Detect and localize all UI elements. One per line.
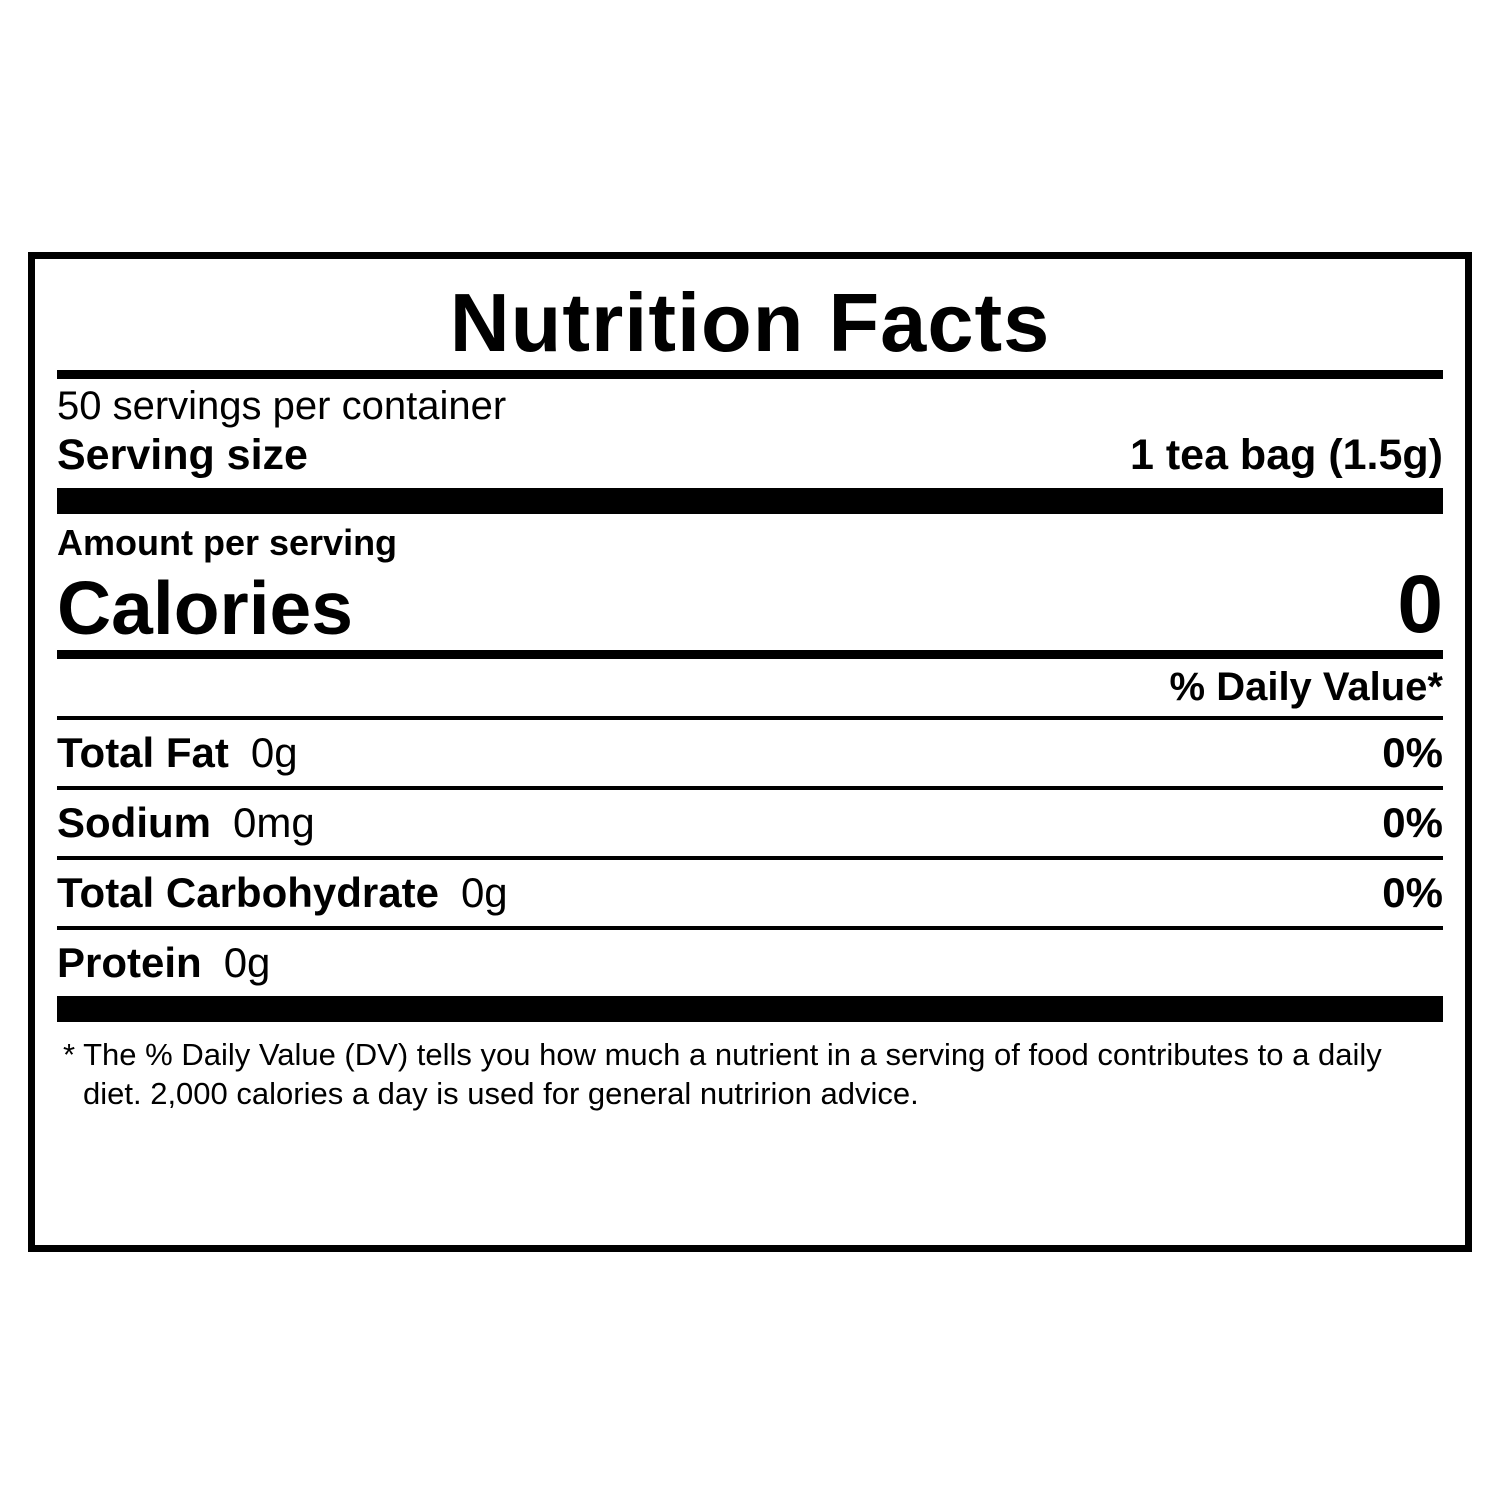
nutrition-facts-panel [28,252,1472,1252]
nutrient-left-total-carbohydrate [57,869,508,917]
calories-value: 0 [1397,558,1443,650]
divider-under-calories [57,650,1443,659]
nutrient-amount: 0g [460,868,508,916]
daily-value-footnote: * The % Daily Value (DV) tells you how much a nutrient in a serving of food contributes to a daily diet. 2,000 calories a day is used for general nutririon advice. [63,1036,1382,1111]
nutrition-facts-label [28,252,1472,1252]
divider-thick-top [57,488,1443,514]
nutrient-amount: 0mg [233,798,315,846]
calories-label: Calories [57,565,353,650]
nutrient-amount: 0g [223,938,271,986]
nutrient-left-protein [57,939,270,987]
nutrient-name: Total Carbohydrate [57,868,439,916]
nutrient-name: Sodium [57,798,211,846]
nutrient-left-total-fat [57,729,298,777]
amount-per-serving-label: Amount per serving [57,521,398,563]
serving-size-value: 1 tea bag (1.5g) [1129,430,1443,479]
nutrient-daily-value: 0% [1382,728,1443,776]
calories-row [57,558,1443,650]
nutrient-row-sodium [57,790,1443,856]
daily-value-header: % Daily Value* [1169,664,1443,709]
divider-thick-bottom [57,996,1443,1022]
servings-per-container: 50 servings per container [57,384,507,428]
divider-under-title [57,370,1443,379]
serving-size-row [57,429,1443,488]
nutrient-daily-value: 0% [1382,868,1443,916]
page-title: Nutrition Facts [449,276,1051,369]
nutrient-row-total-carbohydrate [57,860,1443,926]
nutrient-row-protein [57,930,1443,996]
panel-bottom-spacer [57,1113,1443,1235]
nutrient-name: Total Fat [57,728,229,776]
nutrient-daily-value: 0% [1382,798,1443,846]
nutrient-row-total-fat [57,720,1443,786]
nutrient-name: Protein [57,938,202,986]
serving-size-label: Serving size [57,430,308,479]
nutrient-amount: 0g [250,728,298,776]
nutrient-left-sodium [57,799,315,847]
